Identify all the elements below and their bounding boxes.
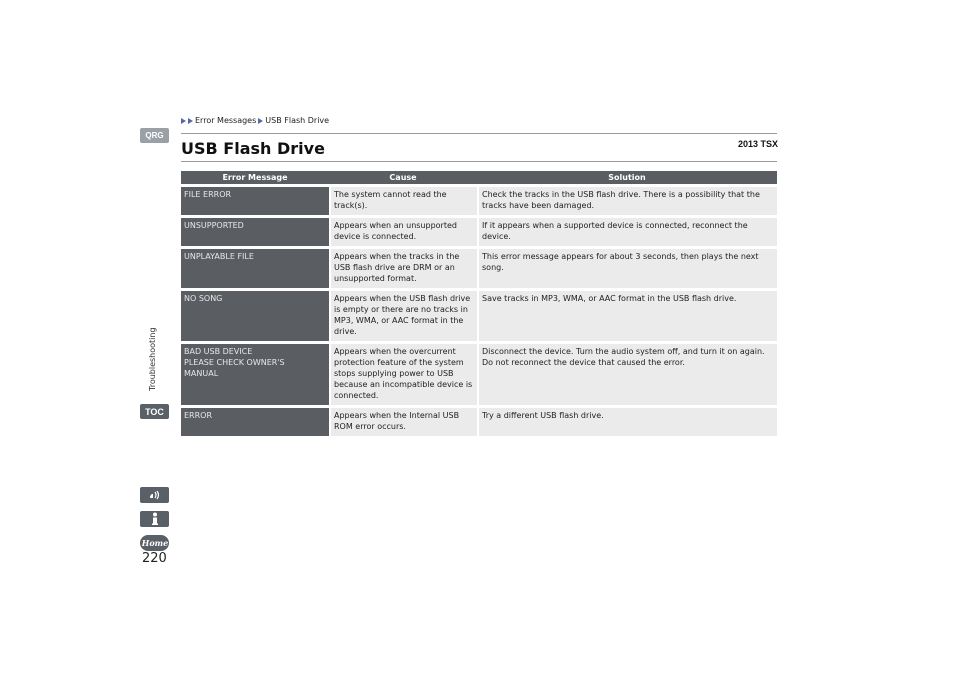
page-number: 220 (142, 551, 167, 566)
table-header-row (181, 171, 777, 184)
arrow-icon (258, 118, 263, 124)
solution-cell: Save tracks in MP3, WMA, or AAC format in the USB flash drive. (477, 291, 777, 341)
column-header-error-message: Error Message (181, 171, 329, 184)
solution-cell: This error message appears for about 3 seconds, then plays the next song. (477, 249, 777, 288)
error-message-cell: FILE ERROR (181, 187, 329, 215)
breadcrumb (181, 116, 331, 125)
column-header-cause: Cause (329, 171, 477, 184)
table-row (181, 249, 777, 288)
info-icon (150, 512, 160, 526)
qrg-button[interactable]: QRG (140, 128, 169, 143)
info-button[interactable] (140, 511, 169, 527)
cause-cell: Appears when the Internal USB ROM error occurs. (329, 408, 477, 436)
error-message-cell: ERROR (181, 408, 329, 436)
cause-cell: The system cannot read the track(s). (329, 187, 477, 215)
cause-cell: Appears when the tracks in the USB flash drive are DRM or an unsupported format. (329, 249, 477, 288)
home-button[interactable] (140, 535, 169, 551)
solution-cell: Disconnect the device. Turn the audio system off, and turn it on again. Do not reconnect the device that caused the error. (477, 344, 777, 405)
column-header-solution: Solution (477, 171, 777, 184)
section-label: Troubleshooting (148, 327, 157, 391)
table-row (181, 187, 777, 215)
solution-cell: Check the tracks in the USB flash drive. There is a possibility that the tracks have been damaged. (477, 187, 777, 215)
table-row (181, 408, 777, 436)
solution-cell: Try a different USB flash drive. (477, 408, 777, 436)
error-message-cell: UNPLAYABLE FILE (181, 249, 329, 288)
breadcrumb-link-error-messages[interactable]: Error Messages (195, 116, 257, 125)
table-row (181, 218, 777, 246)
home-icon (142, 537, 168, 549)
table-row (181, 344, 777, 405)
voice-command-icon (147, 489, 163, 501)
cause-cell: Appears when the USB flash drive is empty or there are no tracks in MP3, WMA, or AAC format in the drive. (329, 291, 477, 341)
voice-command-button[interactable] (140, 487, 169, 503)
home-label: Home (141, 538, 168, 548)
page-title: USB Flash Drive (181, 139, 325, 158)
header-divider (181, 133, 777, 134)
error-message-table (181, 168, 777, 439)
cause-cell: Appears when the overcurrent protection feature of the system stops supplying power to USB because an incompatible device is connected. (329, 344, 477, 405)
title-divider (181, 161, 777, 162)
arrow-icon (181, 118, 186, 124)
solution-cell: If it appears when a supported device is connected, reconnect the device. (477, 218, 777, 246)
cause-cell: Appears when an unsupported device is connected. (329, 218, 477, 246)
model-tag: 2013 TSX (738, 139, 779, 149)
toc-button[interactable]: TOC (140, 404, 169, 419)
table-row (181, 291, 777, 341)
error-message-cell: NO SONG (181, 291, 329, 341)
error-message-cell: UNSUPPORTED (181, 218, 329, 246)
breadcrumb-current-usb-flash-drive: USB Flash Drive (265, 116, 330, 125)
error-message-cell: BAD USB DEVICE PLEASE CHECK OWNER'S MANUAL (181, 344, 329, 405)
arrow-icon (188, 118, 193, 124)
